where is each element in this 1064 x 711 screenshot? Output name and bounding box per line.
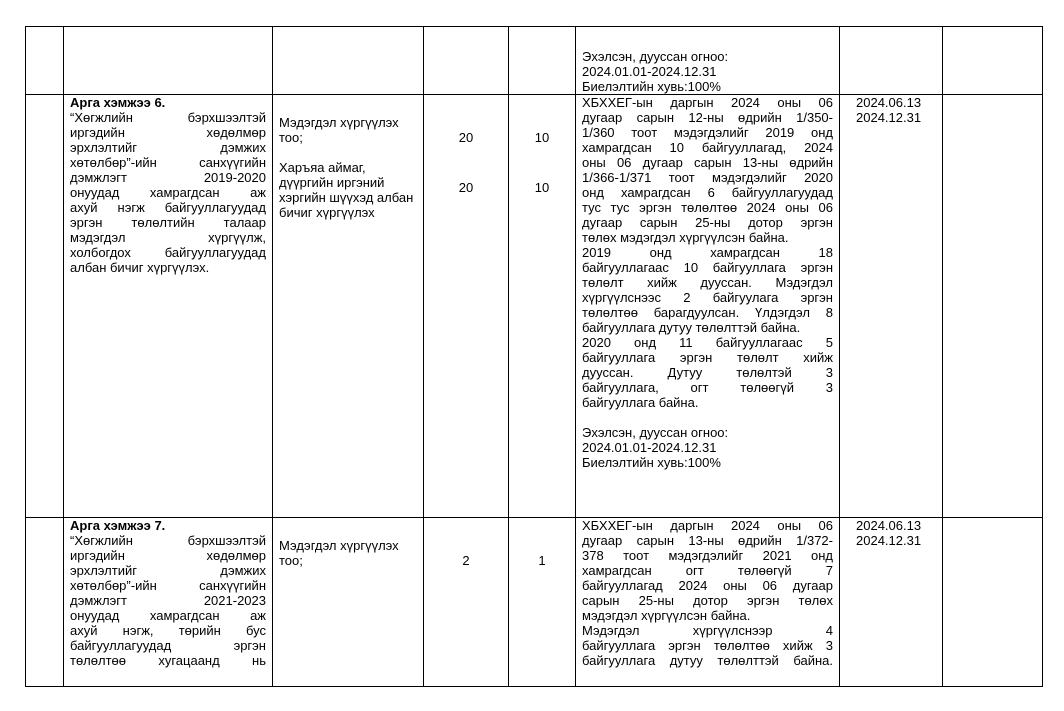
text-line: дууссан. Дутуу төлөлтэй 3 — [582, 365, 833, 380]
text-line: төлөх мэдэгдэл хүргүүлсэн байна. — [582, 230, 789, 245]
indicator-text: Харъяа аймаг, дүүргийн иргэний хэргийн шүүхэд албан бичиг хүргүүлэх — [279, 160, 414, 220]
text-line: хамрагдсан 10 байгууллагад, 2024 — [582, 140, 833, 155]
target-cell — [424, 27, 509, 95]
text-line: байгууллагуудад эргэн — [70, 638, 266, 653]
text-line: дугаар сарын 25-ны дотор эргэн — [582, 215, 833, 230]
actual-value: 10 — [534, 180, 550, 195]
target-cell — [424, 518, 509, 687]
progress-cell — [576, 95, 840, 518]
indicator-cell — [273, 518, 424, 687]
text-line: эрхлэлтийг дэмжих — [70, 140, 266, 155]
text-line: дугаар сарын 13-ны өдрийн 1/372- — [582, 533, 833, 548]
date-start: 2024.06.13 — [856, 518, 922, 533]
indicator-cell — [273, 95, 424, 518]
progress-cell — [576, 27, 840, 95]
measure-text — [70, 110, 266, 275]
index-cell — [26, 27, 64, 95]
notes-cell — [943, 95, 1043, 518]
text-line: онуудад хамрагдсан аж — [70, 608, 266, 623]
measure-title: Арга хэмжээ 7. — [70, 518, 166, 533]
text-line: мэдэгдэл хүргүүлж, — [70, 230, 266, 245]
text-line: 2019 онд хамрагдсан 18 — [582, 245, 833, 260]
progress-dates-value: 2024.01.01-2024.12.31 — [582, 64, 717, 79]
text-line: байгууллага эргэн төлөлт хийж — [582, 350, 833, 365]
text-line: хүргүүлснээс 2 байгуулага эргэн — [582, 290, 833, 305]
text-line: 1/366-1/371 тоот мэдэгдэлийг 2020 — [582, 170, 833, 185]
text-line: байгууллагаас 10 байгууллага эргэн — [582, 260, 833, 275]
text-line: албан бичиг хүргүүлэх. — [70, 260, 210, 275]
measures-table — [25, 26, 1043, 687]
progress-dates-value: 2024.01.01-2024.12.31 — [582, 440, 717, 455]
text-line: байгууллага байна. — [582, 395, 699, 410]
measure-cell — [64, 27, 273, 95]
text-line: байгууллага дутуу төлөлттэй байна. — [582, 320, 801, 335]
text-line: сарын 25-ны дотор эргэн төлөх — [582, 593, 833, 608]
text-line: төлөлтөө хугацаанд нь — [70, 653, 266, 668]
table-row — [26, 27, 1043, 95]
text-line: ахуй нэгж байгууллагуудад — [70, 200, 266, 215]
text-line: байгууллага эргэн төлөлтөө хийж 3 — [582, 638, 833, 653]
text-line: онд хамрагдсан 6 байгууллагуудад — [582, 185, 833, 200]
text-line: холбогдох байгууллагуудад — [70, 245, 266, 260]
date-end: 2024.12.31 — [856, 110, 922, 125]
text-line: ХБХХЕГ-ын даргын 2024 оны 06 — [582, 95, 833, 110]
text-line: байгууллагад 2024 оны 06 дугаар — [582, 578, 833, 593]
text-line: 378 тоот мэдэгдэлийг 2021 онд — [582, 548, 833, 563]
text-line: 2020 онд 11 байгууллагаас 5 — [582, 335, 833, 350]
dates-cell — [840, 95, 943, 518]
text-line: дугаар сарын 12-ны өдрийн 1/350- — [582, 110, 833, 125]
table-row — [26, 518, 1043, 687]
measure-cell — [64, 95, 273, 518]
progress-text — [582, 95, 833, 410]
index-cell — [26, 95, 64, 518]
text-line: иргэдийн хөдөлмөр — [70, 548, 266, 563]
notes-cell — [943, 27, 1043, 95]
measure-cell — [64, 518, 273, 687]
text-line: эргэн төлөлтийн талаар — [70, 215, 266, 230]
text-line: тус тус эргэн төлөлтөө 2024 оны 06 — [582, 200, 833, 215]
text-line: хамрагдсан огт төлөөгүй 7 — [582, 563, 833, 578]
text-line: мэдэгдэл хүргүүлсэн байна. — [582, 608, 751, 623]
actual-value: 10 — [534, 130, 550, 145]
indicator-cell — [273, 27, 424, 95]
progress-cell — [576, 518, 840, 687]
actual-cell — [509, 27, 576, 95]
dates-cell — [840, 27, 943, 95]
measure-text — [70, 533, 266, 668]
text-line: байгууллага, огт төлөөгүй 3 — [582, 380, 833, 395]
text-line: 1/360 тоот мэдэгдэлийг 2019 онд — [582, 125, 833, 140]
table-row — [26, 95, 1043, 518]
target-value: 2 — [462, 553, 470, 568]
progress-dates-label: Эхэлсэн, дууссан огноо: — [582, 49, 729, 64]
text-line: байгууллага дутуу төлөлттэй байна. — [582, 653, 833, 668]
text-line: “Хөгжлийн бэрхшээлтэй — [70, 110, 266, 125]
progress-percent: Биелэлтийн хувь:100% — [582, 79, 721, 94]
date-end: 2024.12.31 — [856, 533, 922, 548]
text-line: оны 06 дугаар сарын 13-ны өдрийн — [582, 155, 833, 170]
text-line: дэмжлэгт 2021-2023 — [70, 593, 266, 608]
progress-percent: Биелэлтийн хувь:100% — [582, 455, 721, 470]
text-line: төлөлтөө барагдуулсан. Үлдэгдэл 8 — [582, 305, 833, 320]
actual-cell — [509, 95, 576, 518]
text-line: дэмжлэгт 2019-2020 — [70, 170, 266, 185]
text-line: төлөлт хийж дууссан. Мэдэгдэл — [582, 275, 833, 290]
text-line: “Хөгжлийн бэрхшээлтэй — [70, 533, 266, 548]
target-value: 20 — [458, 130, 474, 145]
target-cell — [424, 95, 509, 518]
progress-dates-label: Эхэлсэн, дууссан огноо: — [582, 425, 729, 440]
indicator-text: Мэдэгдэл хүргүүлэх тоо; — [279, 115, 399, 145]
text-line: онуудад хамрагдсан аж — [70, 185, 266, 200]
text-line: иргэдийн хөдөлмөр — [70, 125, 266, 140]
index-cell — [26, 518, 64, 687]
actual-value: 1 — [538, 553, 546, 568]
text-line: ахуй нэгж, төрийн бус — [70, 623, 266, 638]
measure-title: Арга хэмжээ 6. — [70, 95, 166, 110]
text-line: ХБХХЕГ-ын даргын 2024 оны 06 — [582, 518, 833, 533]
progress-text — [582, 518, 833, 668]
dates-cell — [840, 518, 943, 687]
indicator-text: Мэдэгдэл хүргүүлэх тоо; — [279, 538, 399, 568]
text-line: эрхлэлтийг дэмжих — [70, 563, 266, 578]
notes-cell — [943, 518, 1043, 687]
actual-cell — [509, 518, 576, 687]
text-line: хөтөлбөр”-ийн санхүүгийн — [70, 155, 266, 170]
target-value: 20 — [458, 180, 474, 195]
text-line: хөтөлбөр”-ийн санхүүгийн — [70, 578, 266, 593]
date-start: 2024.06.13 — [856, 95, 922, 110]
text-line: Мэдэгдэл хүргүүлснээр 4 — [582, 623, 833, 638]
